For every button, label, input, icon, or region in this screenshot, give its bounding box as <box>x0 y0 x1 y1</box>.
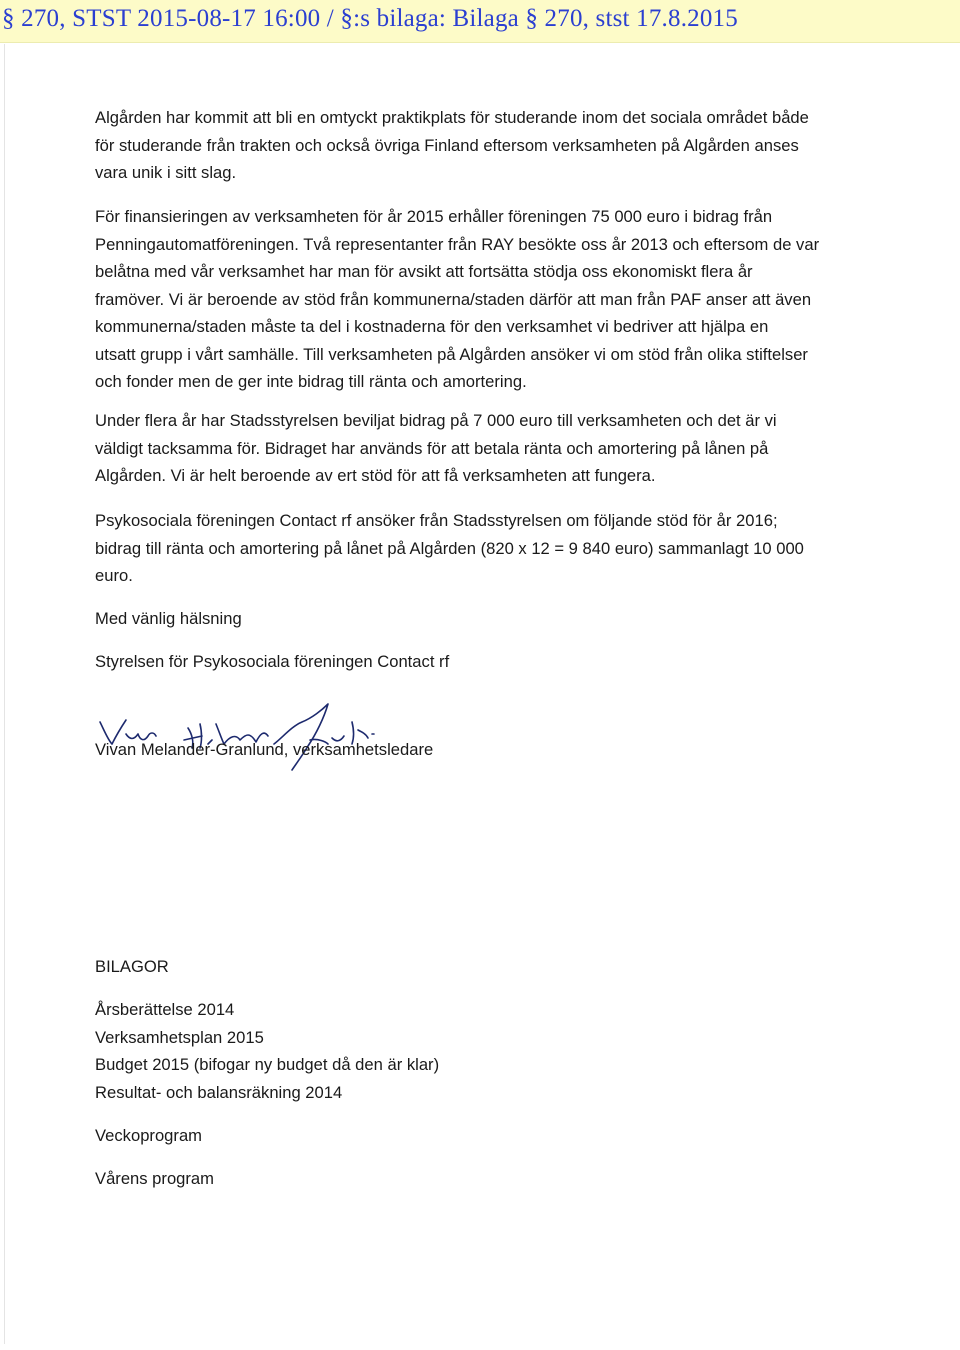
attachments-list <box>95 996 885 1106</box>
paragraph-intro <box>95 104 885 187</box>
signature-name-title: Vivan Melander-Granlund, verksamhetsledare <box>95 740 434 759</box>
paragraph-application <box>95 507 885 590</box>
sender-organization: Styrelsen för Psykosociala föreningen Contact rf <box>95 652 450 671</box>
attachment-item: Årsberättelse 2014 <box>95 1000 235 1019</box>
text-line: Psykosociala föreningen Contact rf ansöker från Stadsstyrelsen om följande stöd för år 2016; <box>95 511 778 530</box>
text-line: vara unik i sitt slag. <box>95 163 237 182</box>
attachment-spring-program: Vårens program <box>95 1169 214 1188</box>
text-line: utsatt grupp i vårt samhälle. Till verksamheten på Algården ansöker vi om stöd från olika stiftelser <box>95 344 808 364</box>
text-line: bidrag till ränta och amortering på lånet på Algården (820 x 12 = 9 840 euro) sammanlagt 10 000 <box>95 538 804 558</box>
text-line: och fonder men de ger inte bidrag till ränta och amortering. <box>95 372 527 391</box>
text-line: Penningautomatföreningen. Två representanter från RAY besökte oss år 2013 och eftersom de var <box>95 234 820 254</box>
text-line: Algården. Vi är helt beroende av ert stöd för att få verksamheten att fungera. <box>95 466 656 485</box>
text-line: för studerande från trakten och också övriga Finland eftersom verksamheten på Algården anses <box>95 135 799 155</box>
text-line: belåtna med vår verksamhet har man för avsikt att fortsätta stödja oss ekonomiskt flera år <box>95 262 753 281</box>
text-line: Algården har kommit att bli en omtyckt praktikplats för studerande inom det sociala området både <box>95 108 809 127</box>
document-header-text: § 270, STST 2015-08-17 16:00 / §:s bilaga: Bilaga § 270, stst 17.8.2015 <box>2 5 738 32</box>
text-line: framöver. Vi är beroende av stöd från kommunerna/staden därför att man från PAF anser att även <box>95 289 812 309</box>
closing-greeting: Med vänlig hälsning <box>95 609 242 628</box>
text-line: väldigt tacksamma för. Bidraget har används för att betala ränta och amortering på lånen på <box>95 438 769 458</box>
text-line: kommunerna/staden måste ta del i kostnaderna för den verksamhet vi bedriver att hjälpa en <box>95 317 769 336</box>
attachment-weekly-program: Veckoprogram <box>95 1126 202 1145</box>
paragraph-financing <box>95 203 885 396</box>
text-line: Under flera år har Stadsstyrelsen beviljat bidrag på 7 000 euro till verksamheten och det är vi <box>95 411 777 430</box>
attachment-item: Budget 2015 (bifogar ny budget då den är klar) <box>95 1055 440 1074</box>
paragraph-city-support <box>95 407 885 490</box>
attachments-heading: BILAGOR <box>95 957 169 976</box>
attachment-item: Verksamhetsplan 2015 <box>95 1027 264 1047</box>
attachment-item: Resultat- och balansräkning 2014 <box>95 1082 343 1102</box>
text-line: euro. <box>95 566 133 585</box>
text-line: För finansieringen av verksamheten för år 2015 erhåller föreningen 75 000 euro i bidrag från <box>95 207 773 226</box>
